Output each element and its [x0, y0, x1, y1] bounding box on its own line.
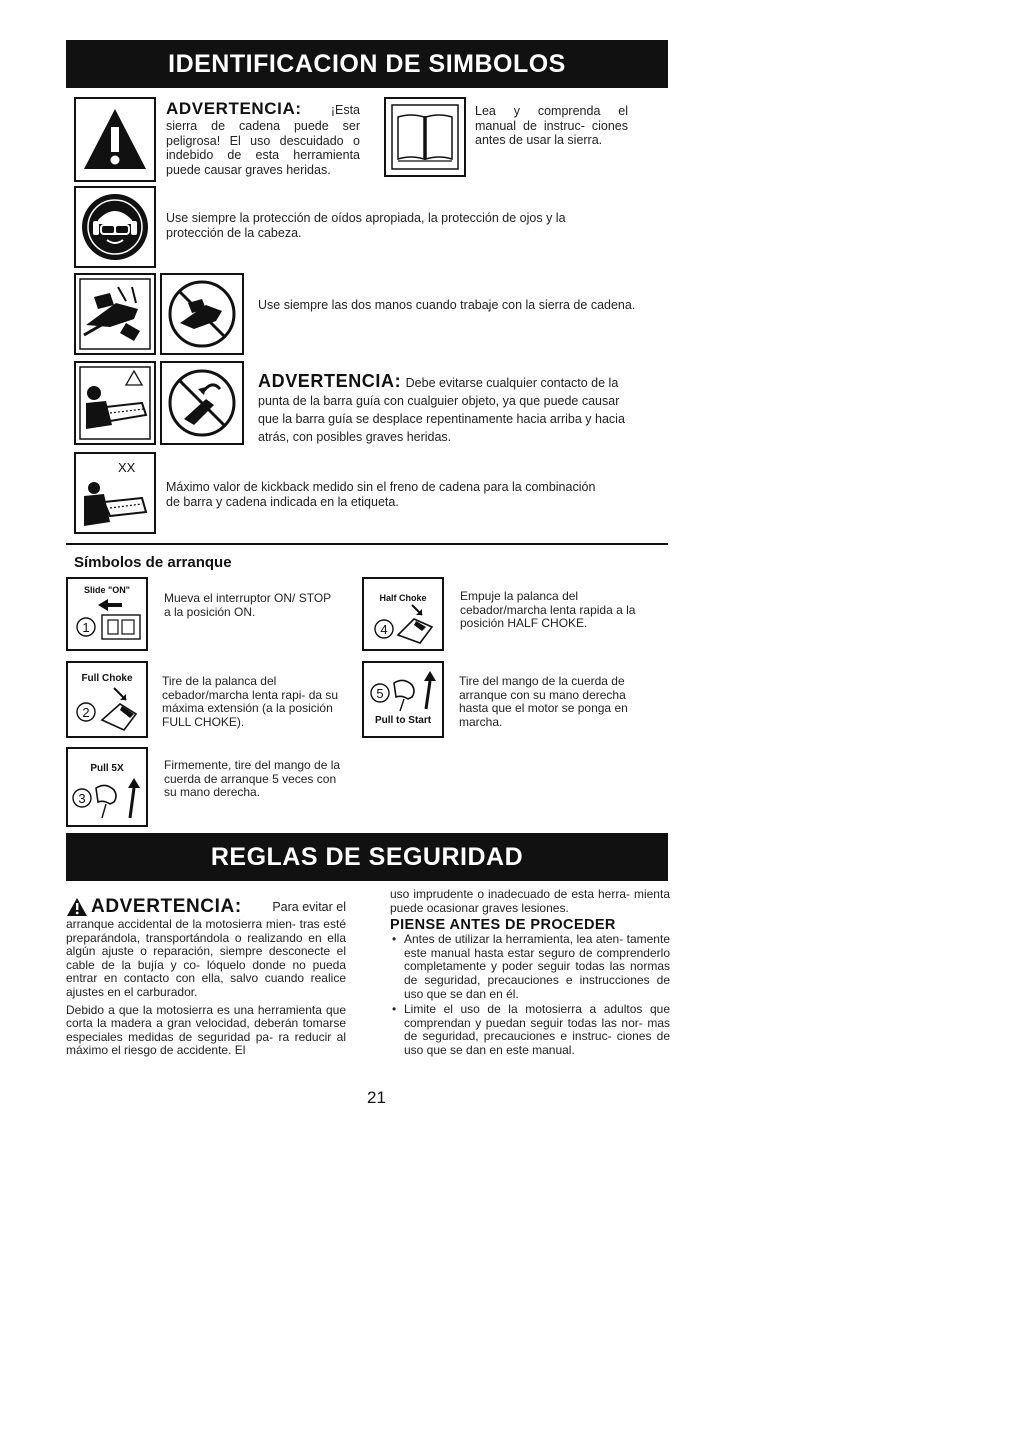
- section-title: IDENTIFICACION DE SIMBOLOS: [168, 50, 566, 78]
- safety-bullet-1: • Antes de utilizar la herramienta, lea aten- tamente este manual hasta estar seguro de comprenderlo completamente y poder seguir todas las normas de seguridad, precauciones e instrucciones de uso que se dan en él.: [404, 933, 670, 1001]
- warning-triangle-icon: [76, 99, 154, 180]
- think-before-heading: PIENSE ANTES DE PROCEDER: [390, 917, 616, 934]
- protection-text: Use siempre la protección de oídos apropiada, la protección de ojos y la protección de la cabeza.: [166, 211, 566, 240]
- step-4-icon-box: [362, 577, 444, 651]
- safety-col2-lead: uso imprudente o inadecuado de esta herra- mienta puede ocasionar graves lesiones.: [390, 887, 670, 915]
- warning-triangle-icon-box: [74, 97, 156, 182]
- two-hands-text: Use siempre las dos manos cuando trabaje con la sierra de cadena.: [258, 298, 636, 312]
- manual-book-icon-box: [384, 97, 466, 177]
- one-hand-prohibited-icon-box: [160, 273, 244, 355]
- hearing-eye-head-protection-icon: [76, 188, 154, 266]
- step-5-number: 5: [376, 686, 384, 701]
- safety-para-2: Debido a que la motosierra es una herramienta que corta la madera a gran velocidad, deberán tomarse especiales medidas de seguridad pa- ra reducir al máximo el riesgo de accidente. El: [66, 1002, 346, 1058]
- starting-symbols-heading: Símbolos de arranque: [74, 554, 232, 571]
- step-5-label: Pull to Start: [374, 715, 432, 726]
- step-4-text: Empuje la palanca del cebador/marcha lenta rapida a la posición HALF CHOKE.: [460, 589, 636, 631]
- step-3-label: Pull 5X: [90, 763, 124, 774]
- tip-contact-prohibited-icon-box: [160, 361, 244, 445]
- full-choke-icon: [68, 684, 146, 738]
- warning-triangle-small-icon: [66, 897, 88, 917]
- pull-to-start-icon: [364, 663, 442, 713]
- section-divider: [66, 543, 668, 545]
- step-2-label: Full Choke: [81, 673, 133, 684]
- warning-1: [166, 99, 360, 177]
- safety-rules-banner: [66, 833, 668, 881]
- step-4-number: 4: [380, 622, 388, 637]
- step-2-text: Tire de la palanca del cebador/marcha lenta rapi- da su máxima extensión (a la posición FULL CHOKE).: [162, 674, 339, 729]
- one-hand-prohibited-icon: [162, 275, 242, 353]
- step-1-text: Mueva el interruptor ON/ STOP a la posición ON.: [164, 591, 331, 619]
- step-2-number: 2: [82, 705, 90, 720]
- safety-bullet-2: • Limite el uso de la motosierra a adultos que comprendan y puedan seguir todas las nor- mas de seguridad, precauciones e instruc- ciones de uso que se dan en este manual.: [404, 1003, 670, 1057]
- step-4-label: Half Choke: [379, 593, 427, 603]
- section-title-banner: [66, 40, 668, 88]
- warning-2: [258, 371, 638, 446]
- book-icon: [386, 99, 464, 175]
- step-3-number: 3: [78, 791, 86, 806]
- kickback-operator-icon: [76, 363, 154, 443]
- step-2-icon-box: [66, 661, 148, 738]
- safety-rules-title: REGLAS DE SEGURIDAD: [210, 843, 524, 871]
- pull-rope-icon: [68, 774, 146, 828]
- kickback-warning-icon-box: [74, 361, 156, 445]
- safety-column-1: [66, 896, 346, 1058]
- step-1-icon-box: [66, 577, 148, 651]
- safety-warning-heading: ADVERTENCIA:: [91, 896, 242, 917]
- safety-column-2: [390, 888, 670, 1058]
- half-choke-icon: [364, 603, 442, 651]
- warning-1-heading: ADVERTENCIA:: [166, 99, 302, 118]
- warning-2-heading: ADVERTENCIA:: [258, 371, 402, 391]
- warning-2-text: Debe evitarse cualquier contacto de la punta de la barra guía con cualguier objeto, ya que puede causar que la barra guía se desplace repentinamente hacia arriba y hacia atrás, con posibles graves heridas.: [258, 376, 625, 444]
- two-hands-on-saw-icon: [76, 275, 154, 353]
- step-3-text: Firmemente, tire del mango de la cuerda de arranque 5 veces con su mano derecha.: [164, 758, 341, 800]
- step-5-icon-box: [362, 661, 444, 738]
- safety-bullet-list: [390, 933, 670, 1057]
- step-1-number: 1: [82, 620, 90, 635]
- warning-1-lead: ¡Esta: [330, 103, 360, 117]
- warning-1-text: sierra de cadena puede ser peligrosa! El uso descuidado o indebido de esta herramienta puede causar graves heridas.: [166, 119, 360, 177]
- step-3-icon-box: [66, 747, 148, 827]
- manual-text: Lea y comprenda el manual de instruc- ciones antes de usar la sierra.: [475, 104, 628, 148]
- slide-switch-on-icon: [68, 595, 146, 645]
- kickback-value-icon-box: [74, 452, 156, 534]
- kickback-text: Máximo valor de kickback medido sin el freno de cadena para la combinación de barra y cadena indicada en la etiqueta.: [166, 480, 596, 509]
- tip-contact-prohibited-icon: [162, 363, 242, 443]
- safety-warning-lead: Para evitar el: [272, 899, 346, 914]
- two-hands-icon-box: [74, 273, 156, 355]
- step-1-label: Slide "ON": [83, 585, 131, 595]
- safety-warning-text: arranque accidental de la motosierra mien- tras esté preparándola, transportándola o realizando en ella algún ajuste o reparación, siempre desconecte el cable de la bujía y co- lóquelo donde no pueda entrar en contacto con ella, salvo cuando realice ajustes en el carburador.: [66, 917, 346, 999]
- protection-icon-box: [74, 186, 156, 268]
- step-5-text: Tire del mango de la cuerda de arranque con su mano derecha hasta que el motor se ponga en marcha.: [459, 674, 628, 729]
- kickback-value-icon: [76, 482, 154, 532]
- page-number: 21: [367, 1088, 386, 1107]
- kickback-icon-label: XX: [118, 460, 136, 475]
